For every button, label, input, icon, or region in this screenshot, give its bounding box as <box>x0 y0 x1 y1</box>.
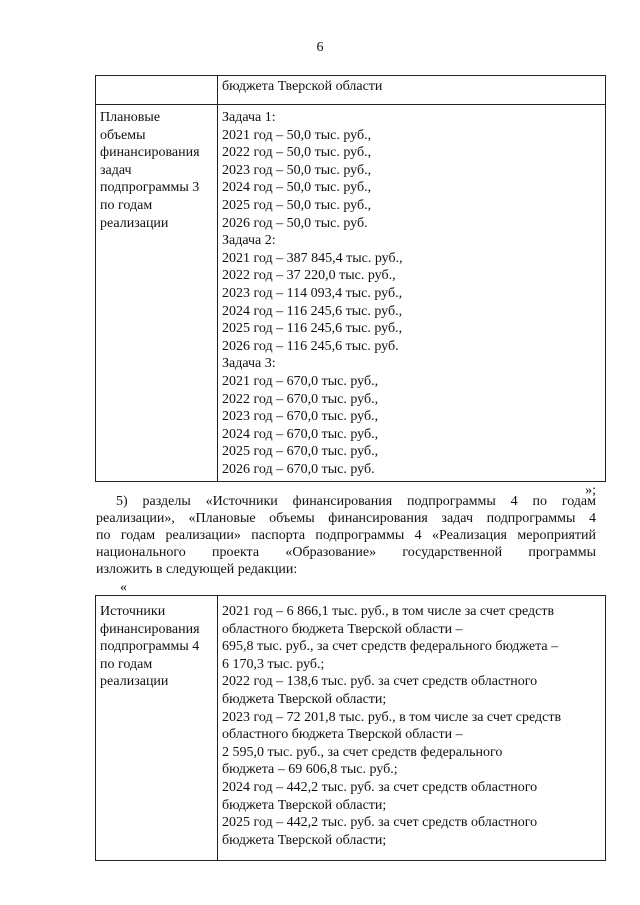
funding-line: 2023 год – 72 201,8 тыс. руб., в том числе за счет средств <box>222 709 562 725</box>
task-3-line: 2026 год – 670,0 тыс. руб. <box>222 461 375 477</box>
table1-label-line: объемы <box>100 127 146 143</box>
table1-continuation-row <box>96 76 606 105</box>
task-3-line: 2022 год – 670,0 тыс. руб., <box>222 391 379 407</box>
paragraph-line: национального проекта «Образование» государственной программы <box>96 545 596 560</box>
paragraph-line: 5) разделы «Источники финансирования подпрограммы 4 по годам <box>116 494 596 509</box>
task-1-line: 2023 год – 50,0 тыс. руб., <box>222 162 372 178</box>
task-1-line: 2025 год – 50,0 тыс. руб., <box>222 197 372 213</box>
funding-line: 2025 год – 442,2 тыс. руб. за счет средств областного <box>222 815 538 831</box>
paragraph-line: реализации», «Плановые объемы финансирования задач подпрограммы 4 <box>96 511 596 526</box>
funding-line: бюджета Тверской области; <box>222 797 387 813</box>
task-3-line: 2025 год – 670,0 тыс. руб., <box>222 444 379 460</box>
amendment-paragraph <box>96 493 596 578</box>
task-2-heading: Задача 2: <box>222 233 276 249</box>
funding-line: областного бюджета Тверской области – <box>222 727 463 743</box>
table2-label-line: подпрограммы 4 <box>100 639 200 655</box>
task-2-line: 2024 год – 116 245,6 тыс. руб., <box>222 303 403 319</box>
table1-label-line: задач <box>100 162 132 178</box>
task-3-line: 2021 год – 670,0 тыс. руб., <box>222 373 379 389</box>
table2-label-cell <box>96 596 218 861</box>
paragraph-line: по годам реализации» паспорта подпрограммы 4 «Реализация мероприятий <box>96 528 596 543</box>
task-2-line: 2023 год – 114 093,4 тыс. руб., <box>222 285 403 301</box>
funding-line: бюджета – 69 606,8 тыс. руб.; <box>222 762 398 778</box>
task-1-line: 2022 год – 50,0 тыс. руб., <box>222 145 372 161</box>
task-3-line: 2023 год – 670,0 тыс. руб., <box>222 409 379 425</box>
table2-content-cell <box>218 596 606 861</box>
funding-line: 695,8 тыс. руб., за счет средств федерального бюджета – <box>222 639 559 655</box>
closing-quote: »; <box>585 483 596 498</box>
task-2-line: 2026 год – 116 245,6 тыс. руб. <box>222 338 399 354</box>
table1-label-line: подпрограммы 3 <box>100 180 200 196</box>
task-1-heading: Задача 1: <box>222 110 276 125</box>
task-3-line: 2024 год – 670,0 тыс. руб., <box>222 426 379 442</box>
opening-quote: « <box>120 580 127 595</box>
task-2-line: 2025 год – 116 245,6 тыс. руб., <box>222 321 403 337</box>
table2-label-line: по годам <box>100 656 153 672</box>
task-1-line: 2021 год – 50,0 тыс. руб., <box>222 127 372 143</box>
funding-line: 2021 год – 6 866,1 тыс. руб., в том числе за счет средств <box>222 604 555 619</box>
table1-continuation-label-cell <box>96 76 218 105</box>
table2-label-line: финансирования <box>100 621 200 637</box>
funding-line: 2022 год – 138,6 тыс. руб. за счет средств областного <box>222 674 538 690</box>
funding-line: 2 595,0 тыс. руб., за счет средств федерального <box>222 744 503 760</box>
table2-label-line: Источники <box>100 604 166 619</box>
funding-line: бюджета Тверской области; <box>222 832 387 848</box>
task-3-heading: Задача 3: <box>222 356 276 372</box>
task-1-line: 2024 год – 50,0 тыс. руб., <box>222 180 372 196</box>
subprogram-3-funding-table <box>95 75 606 482</box>
table2-funding-sources-row <box>96 596 606 861</box>
task-2-line: 2022 год – 37 220,0 тыс. руб., <box>222 268 396 284</box>
table1-label-line: Плановые <box>100 110 161 125</box>
funding-line: 6 170,3 тыс. руб.; <box>222 656 325 672</box>
funding-line: областного бюджета Тверской области – <box>222 621 463 637</box>
table1-label-line: реализации <box>100 215 169 231</box>
page-number: 6 <box>316 40 324 55</box>
table1-label-cell <box>96 105 218 482</box>
table2-label-line: реализации <box>100 674 169 690</box>
table1-continuation-content-cell: бюджета Тверской области <box>218 76 606 105</box>
table1-label-line: финансирования <box>100 145 200 161</box>
subprogram-4-funding-table <box>95 595 606 861</box>
task-2-line: 2021 год – 387 845,4 тыс. руб., <box>222 250 403 266</box>
funding-line: бюджета Тверской области; <box>222 691 387 707</box>
task-1-line: 2026 год – 50,0 тыс. руб. <box>222 215 368 231</box>
table1-label-line: по годам <box>100 197 153 213</box>
table1-content-cell <box>218 105 606 482</box>
table1-planned-volumes-row <box>96 105 606 482</box>
paragraph-line: изложить в следующей редакции: <box>96 562 298 577</box>
funding-line: 2024 год – 442,2 тыс. руб. за счет средств областного <box>222 779 538 795</box>
